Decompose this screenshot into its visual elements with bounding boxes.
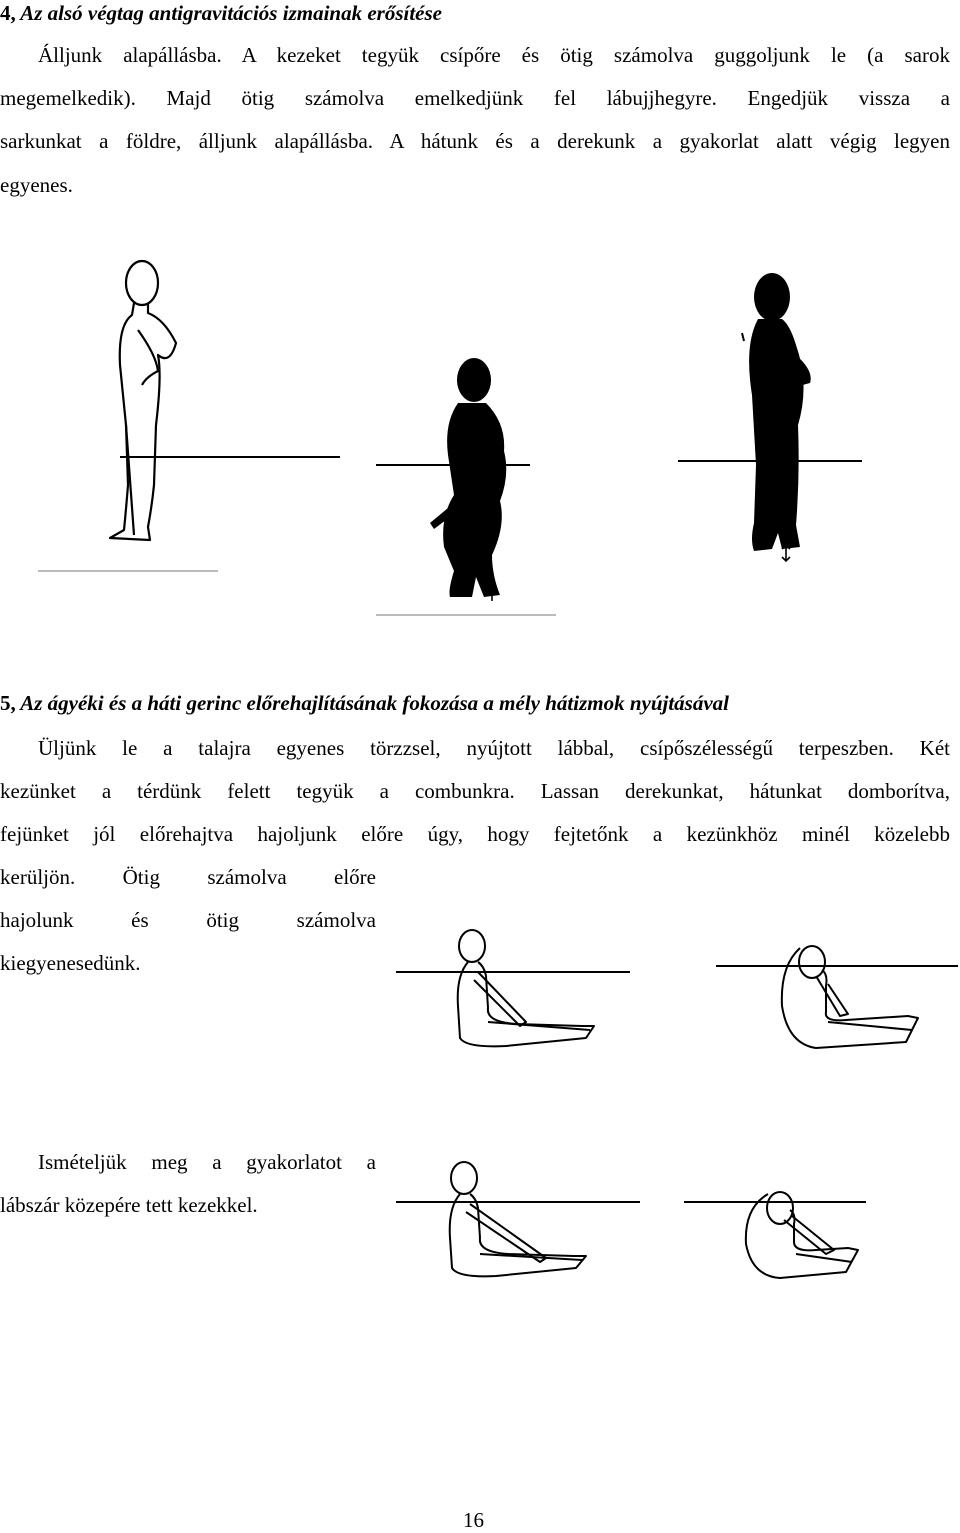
section-5-number: 5, [0,691,16,715]
section-4-line-4: egyenes. [0,173,73,197]
section-5-line-3: fejünket jól előrehajtva hajoljunk előre úgy, hogy fejtetőnk a kezünkhöz minél közelebb [0,822,950,846]
section-4-line-3: sarkunkat a földre, álljunk alapállásba. A hátunk és a derekunk a gyakorlat alatt végig legyen [0,129,950,153]
section-4-line-2: megemelkedik). Majd ötig számolva emelkedjünk fel lábujjhegyre. Engedjük vissza a [0,86,950,110]
section-4-title: Az alsó végtag antigravitációs izmainak erősítése [20,1,442,25]
seated-stretch-figure-1 [396,926,958,1056]
tiptoe-figure [749,273,811,551]
section-5-repeat-line-2: lábszár közepére tett kezekkel. [0,1193,258,1217]
up-down-arrow-icon [782,545,790,561]
section-5-line-2: kezünket a térdünk felett tegyük a combunkra. Lassan derekunkat, hátunkat domborítva, [0,779,950,803]
section-5-line-5: hajolunk és ötig számolva [0,908,376,932]
seated-stretch-figure-2 [396,1158,876,1286]
section-5-line-6: kiegyenesedünk. [0,951,141,975]
section-4-line-1: Álljunk alapállásba. A kezeket tegyük csípőre és ötig számolva guggoljunk le (a sarok [38,43,950,67]
section-4-heading [0,0,442,26]
squatting-figure [430,358,506,597]
section-5-line-1: Üljünk le a talajra egyenes törzzsel, nyújtott lábbal, csípőszélességű terpeszben. Két [38,736,950,760]
squat-exercise-figure [30,255,870,625]
section-5-title: Az ágyéki és a háti gerinc előrehajlításának fokozása a mély hátizmok nyújtásával [20,691,730,715]
seated-forward-figure-2 [746,1192,858,1278]
section-4-number: 4, [0,1,16,25]
tick-mark [742,333,744,341]
section-5-line-4: kerüljön. Ötig számolva előre [0,865,376,889]
section-5-repeat-line-1: Ismételjük meg a gyakorlatot a [38,1150,376,1174]
seated-upright-figure-2 [450,1162,586,1276]
seated-upright-figure [458,930,594,1046]
page-number: 16 [463,1508,484,1532]
standing-figure [110,261,176,540]
seated-forward-figure [782,946,918,1048]
section-5-heading [0,690,729,716]
